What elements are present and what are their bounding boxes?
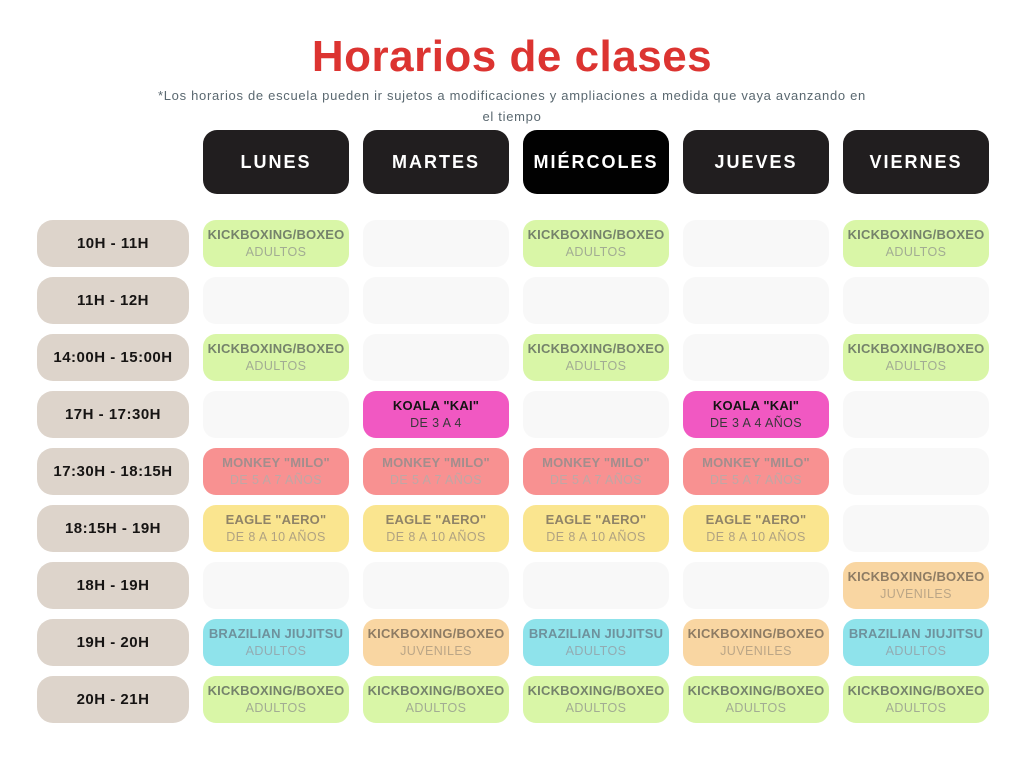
- class-cell-koala-jueves-17h-17-30h: [683, 391, 829, 438]
- time-slot-14-00h-15-00h: 14:00H - 15:00H: [37, 334, 189, 381]
- empty-cell-jueves-11h-12h: [683, 277, 829, 324]
- day-header-lunes: LUNES: [203, 130, 349, 194]
- class-name: KICKBOXING/BOXEO: [687, 625, 825, 641]
- class-name: KICKBOXING/BOXEO: [207, 226, 345, 242]
- class-age-group: ADULTOS: [245, 358, 307, 373]
- empty-cell-viernes-11h-12h: [843, 277, 989, 324]
- class-age-group: ADULTOS: [885, 244, 947, 259]
- empty-cell-martes-11h-12h: [363, 277, 509, 324]
- class-cell-koala-martes-17h-17-30h: [363, 391, 509, 438]
- class-cell-kickboxing-juveniles-martes-19h-20h: [363, 619, 509, 666]
- class-name: MONKEY "MILO": [382, 454, 490, 470]
- class-name: EAGLE "AERO": [545, 511, 647, 527]
- time-slot-19h-20h: 19H - 20H: [37, 619, 189, 666]
- class-cell-kickboxing-adultos-mi-rcoles-10h-11h: [523, 220, 669, 267]
- class-name: KOALA "KAI": [712, 397, 800, 413]
- class-cell-monkey-martes-17-30h-18-15h: [363, 448, 509, 495]
- time-slot-18h-19h: 18H - 19H: [37, 562, 189, 609]
- class-age-group: JUVENILES: [880, 586, 952, 601]
- class-cell-bjj-viernes-19h-20h: [843, 619, 989, 666]
- class-age-group: ADULTOS: [565, 700, 627, 715]
- time-slot-20h-21h: 20H - 21H: [37, 676, 189, 723]
- empty-cell-lunes-18h-19h: [203, 562, 349, 609]
- class-name: KICKBOXING/BOXEO: [847, 568, 985, 584]
- class-cell-kickboxing-adultos-martes-20h-21h: [363, 676, 509, 723]
- class-name: KICKBOXING/BOXEO: [847, 226, 985, 242]
- class-cell-kickboxing-adultos-jueves-20h-21h: [683, 676, 829, 723]
- class-name: KICKBOXING/BOXEO: [847, 340, 985, 356]
- class-cell-kickboxing-adultos-lunes-20h-21h: [203, 676, 349, 723]
- class-cell-monkey-mi-rcoles-17-30h-18-15h: [523, 448, 669, 495]
- class-name: KICKBOXING/BOXEO: [687, 682, 825, 698]
- class-age-group: DE 3 A 4 AÑOS: [709, 415, 803, 430]
- class-cell-bjj-mi-rcoles-19h-20h: [523, 619, 669, 666]
- class-name: KICKBOXING/BOXEO: [207, 682, 345, 698]
- class-cell-monkey-jueves-17-30h-18-15h: [683, 448, 829, 495]
- class-age-group: ADULTOS: [565, 643, 627, 658]
- empty-cell-martes-10h-11h: [363, 220, 509, 267]
- class-age-group: ADULTOS: [245, 643, 307, 658]
- schedule-grid: [37, 220, 989, 723]
- day-header-mi-rcoles: MIÉRCOLES: [523, 130, 669, 194]
- empty-cell-martes-18h-19h: [363, 562, 509, 609]
- class-name: EAGLE "AERO": [225, 511, 327, 527]
- class-age-group: DE 5 A 7 AÑOS: [389, 472, 483, 487]
- day-header-martes: MARTES: [363, 130, 509, 194]
- class-cell-kickboxing-adultos-viernes-20h-21h: [843, 676, 989, 723]
- time-slot-11h-12h: 11H - 12H: [37, 277, 189, 324]
- day-header-jueves: JUEVES: [683, 130, 829, 194]
- class-age-group: ADULTOS: [565, 358, 627, 373]
- class-cell-kickboxing-juveniles-viernes-18h-19h: [843, 562, 989, 609]
- time-column-spacer: [37, 130, 189, 194]
- class-name: MONKEY "MILO": [542, 454, 650, 470]
- class-cell-eagle-jueves-18-15h-19h: [683, 505, 829, 552]
- class-age-group: ADULTOS: [565, 244, 627, 259]
- class-name: MONKEY "MILO": [702, 454, 810, 470]
- empty-cell-mi-rcoles-11h-12h: [523, 277, 669, 324]
- class-cell-eagle-martes-18-15h-19h: [363, 505, 509, 552]
- class-cell-kickboxing-adultos-lunes-10h-11h: [203, 220, 349, 267]
- class-age-group: ADULTOS: [245, 700, 307, 715]
- class-cell-kickboxing-adultos-viernes-10h-11h: [843, 220, 989, 267]
- class-age-group: ADULTOS: [885, 643, 947, 658]
- class-cell-kickboxing-adultos-mi-rcoles-14-00h-15-00h: [523, 334, 669, 381]
- time-slot-17h-17-30h: 17H - 17:30H: [37, 391, 189, 438]
- class-name: KICKBOXING/BOXEO: [367, 625, 505, 641]
- class-age-group: DE 8 A 10 AÑOS: [226, 529, 326, 544]
- class-name: EAGLE "AERO": [385, 511, 487, 527]
- day-header-viernes: VIERNES: [843, 130, 989, 194]
- class-name: BRAZILIAN JIUJITSU: [208, 625, 344, 641]
- class-name: BRAZILIAN JIUJITSU: [528, 625, 664, 641]
- class-cell-eagle-mi-rcoles-18-15h-19h: [523, 505, 669, 552]
- class-name: KICKBOXING/BOXEO: [367, 682, 505, 698]
- class-age-group: DE 5 A 7 AÑOS: [549, 472, 643, 487]
- class-cell-kickboxing-adultos-mi-rcoles-20h-21h: [523, 676, 669, 723]
- empty-cell-mi-rcoles-18h-19h: [523, 562, 669, 609]
- empty-cell-jueves-10h-11h: [683, 220, 829, 267]
- class-name: KICKBOXING/BOXEO: [527, 340, 665, 356]
- class-name: KICKBOXING/BOXEO: [527, 226, 665, 242]
- class-cell-kickboxing-juveniles-jueves-19h-20h: [683, 619, 829, 666]
- class-age-group: ADULTOS: [885, 700, 947, 715]
- class-cell-monkey-lunes-17-30h-18-15h: [203, 448, 349, 495]
- class-age-group: ADULTOS: [725, 700, 787, 715]
- empty-cell-lunes-17h-17-30h: [203, 391, 349, 438]
- time-slot-18-15h-19h: 18:15H - 19H: [37, 505, 189, 552]
- time-slot-10h-11h: 10H - 11H: [37, 220, 189, 267]
- empty-cell-jueves-18h-19h: [683, 562, 829, 609]
- disclaimer-text: *Los horarios de escuela pueden ir sujetos a modificaciones y ampliaciones a medida que vaya avanzando en el tiempo: [157, 88, 866, 124]
- class-age-group: DE 5 A 7 AÑOS: [229, 472, 323, 487]
- empty-cell-viernes-18-15h-19h: [843, 505, 989, 552]
- class-age-group: ADULTOS: [245, 244, 307, 259]
- empty-cell-jueves-14-00h-15-00h: [683, 334, 829, 381]
- class-cell-bjj-lunes-19h-20h: [203, 619, 349, 666]
- empty-cell-martes-14-00h-15-00h: [363, 334, 509, 381]
- class-cell-kickboxing-adultos-lunes-14-00h-15-00h: [203, 334, 349, 381]
- class-age-group: ADULTOS: [885, 358, 947, 373]
- class-age-group: DE 3 A 4: [410, 415, 462, 430]
- class-name: KICKBOXING/BOXEO: [847, 682, 985, 698]
- class-name: KOALA "KAI": [392, 397, 480, 413]
- empty-cell-viernes-17h-17-30h: [843, 391, 989, 438]
- empty-cell-mi-rcoles-17h-17-30h: [523, 391, 669, 438]
- day-header-row: [37, 130, 989, 194]
- empty-cell-viernes-17-30h-18-15h: [843, 448, 989, 495]
- class-age-group: DE 8 A 10 AÑOS: [706, 529, 806, 544]
- empty-cell-lunes-11h-12h: [203, 277, 349, 324]
- class-name: EAGLE "AERO": [705, 511, 807, 527]
- class-age-group: ADULTOS: [405, 700, 467, 715]
- class-name: MONKEY "MILO": [222, 454, 330, 470]
- page-title: Horarios de clases: [311, 32, 713, 81]
- class-cell-kickboxing-adultos-viernes-14-00h-15-00h: [843, 334, 989, 381]
- class-name: KICKBOXING/BOXEO: [527, 682, 665, 698]
- class-cell-eagle-lunes-18-15h-19h: [203, 505, 349, 552]
- class-age-group: DE 5 A 7 AÑOS: [709, 472, 803, 487]
- class-name: KICKBOXING/BOXEO: [207, 340, 345, 356]
- time-slot-17-30h-18-15h: 17:30H - 18:15H: [37, 448, 189, 495]
- class-age-group: DE 8 A 10 AÑOS: [546, 529, 646, 544]
- class-age-group: JUVENILES: [400, 643, 472, 658]
- class-age-group: DE 8 A 10 AÑOS: [386, 529, 486, 544]
- class-age-group: JUVENILES: [720, 643, 792, 658]
- class-name: BRAZILIAN JIUJITSU: [848, 625, 984, 641]
